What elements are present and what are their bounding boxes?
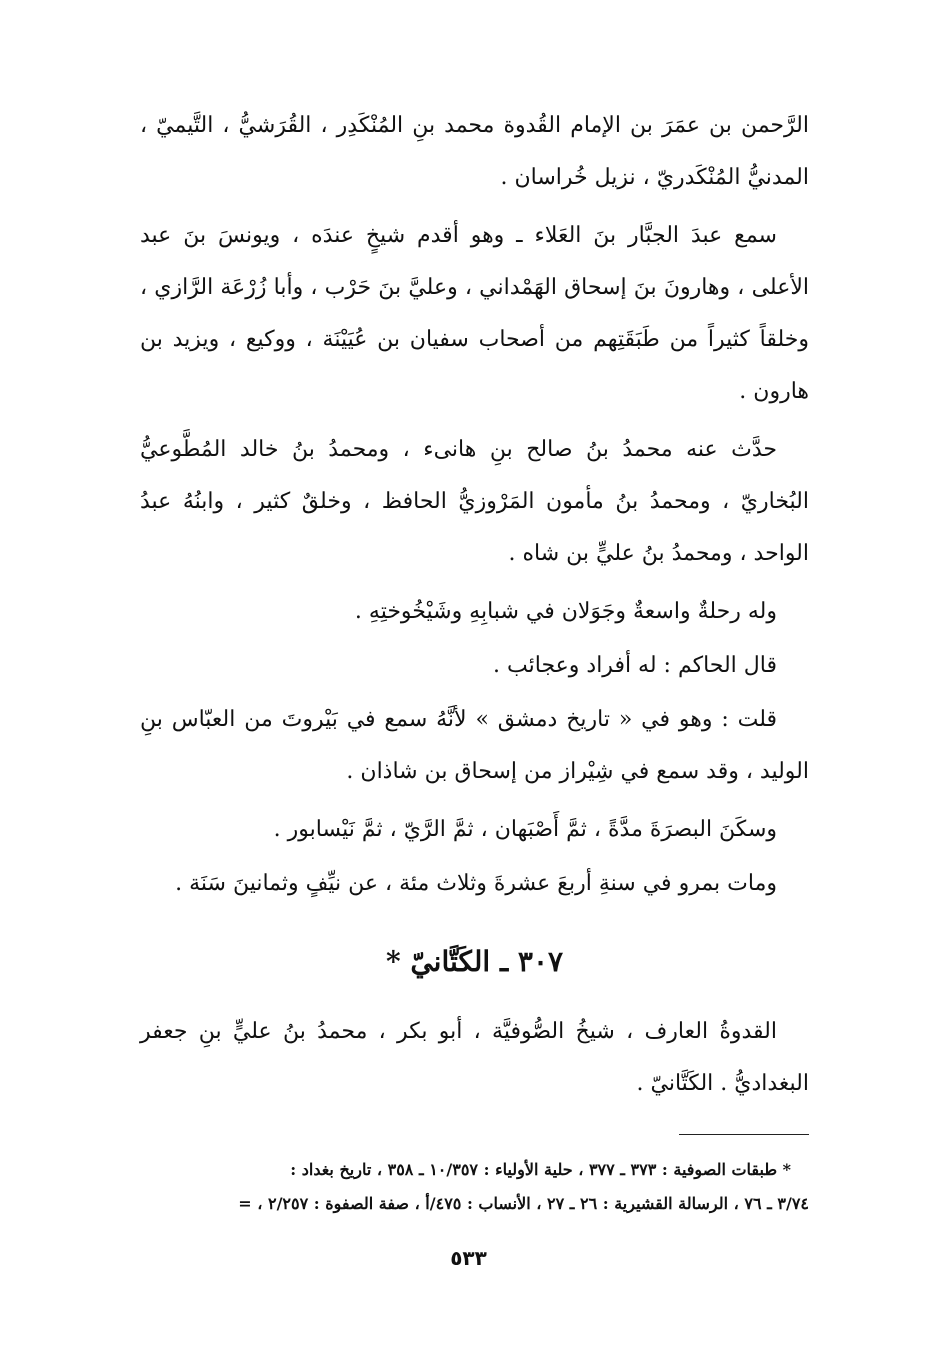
paragraph-1: الرَّحمن بن عمَرَ بن الإمام القُدوة محمد بنِ المُنْكَدِر ، القُرَشيُّ ، التَّيميّ ، المدنيُّ المُنْكَدريّ ، نزيل خُراسان .: [140, 113, 809, 190]
paragraph-9: القدوةُ العارف ، شيخُ الصُّوفيَّة ، أبو بكر ، محمدُ بنُ عليٍّ بنِ جعفر البغداديُّ . الكَتَّانيّ .: [140, 1019, 809, 1096]
footnotes: [140, 1153, 809, 1221]
paragraph-3: حدَّث عنه محمدُ بنُ صالح بنِ هانىء ، ومحمدُ بنُ خالد المُطَّوعيُّ البُخاريّ ، ومحمدُ بنُ مأمون المَرْوزيُّ الحافظ ، وخلقٌ كثير ، وابنُهُ عبدُ الواحد ، ومحمدُ بنُ عليٍّ بن شاه .: [140, 437, 809, 566]
entry-heading: ٣٠٧ ـ الكَتَّانيّ *: [385, 945, 564, 978]
paragraph-2: سمع عبدَ الجبَّار بنَ العَلاء ـ وهو أقدم شيخٍ عندَه ، ويونسَ بنَ عبد الأعلى ، وهارونَ بنَ إسحاق الهَمْداني ، وعليَّ بنَ حَرْب ، وأبا زُرْعَة الرَّازي ، وخلقاً كثيراً من طَبَقَتِهم من أصحاب سفيان بن عُيَيْنَة ، ووكيع ، ويزيد بن هارون .: [140, 223, 809, 404]
paragraph-5: قال الحاكم : له أفراد وعجائب .: [493, 653, 777, 678]
paragraph-7: وسكَنَ البصرَةَ مدَّةً ، ثمَّ أَصْبَهان ، ثمَّ الرَّيّ ، ثمَّ نَيْسابور .: [273, 817, 777, 842]
footnote-line-2: ٣/٧٤ ـ ٧٦ ، الرسالة القشيرية : ٢٦ ـ ٢٧ ، الأنساب : ٤٧٥/أ ، صفة الصفوة : ٢/٢٥٧ ، =: [238, 1194, 809, 1213]
page-number: ٥٣٣: [450, 1246, 487, 1270]
paragraph-8: ومات بمرو في سنةِ أربعَ عشرةَ وثلاث مئة ، عن نيِّفٍ وثمانينَ سَنَة .: [175, 871, 777, 896]
paragraph-6: قلت : وهو في « تاريخ دمشق » لأنَّهُ سمع في بَيْروتَ من العبّاس بنِ الوليد ، وقد سمع في شِيْراز من إسحاق بن شاذان .: [140, 707, 809, 784]
footnote-line-1: * طبقات الصوفية : ٣٧٣ ـ ٣٧٧ ، حلية الأولياء : ١٠/٣٥٧ ـ ٣٥٨ ، تاريخ بغداد :: [290, 1160, 791, 1179]
paragraph-4: وله رحلةٌ واسعةٌ وجَوَلان في شبابِهِ وشَيْخُوختِهِ .: [354, 599, 777, 624]
footnote-divider: [679, 1134, 809, 1135]
